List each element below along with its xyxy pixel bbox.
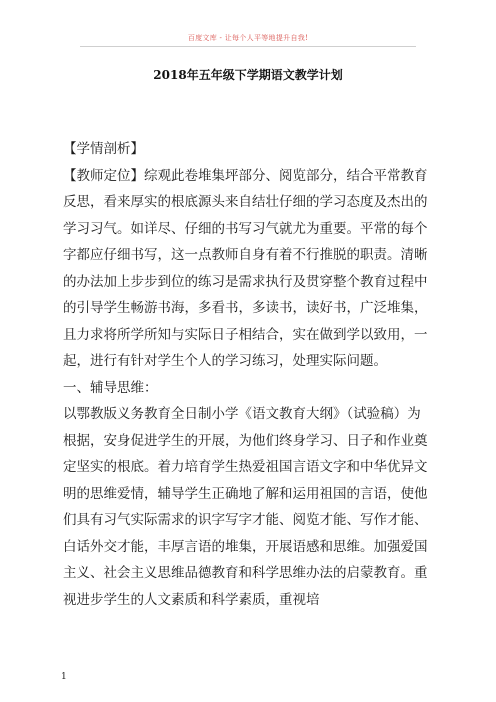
header-note: 百度文库 - 让每个人平等地提升自我! <box>187 34 309 42</box>
section-heading-guiding-thought: 一、辅导思维： <box>63 379 158 396</box>
document-body <box>63 136 433 613</box>
document-title: 2018年五年级下学期语文教学计划 <box>153 68 343 82</box>
page-number: 1 <box>61 672 67 682</box>
header-divider <box>80 46 416 47</box>
section-heading-analysis: 【学情剖析】 <box>63 141 144 157</box>
paragraph-teacher-positioning: 【教师定位】综观此卷堆集坪部分、阅览部分，结合平常教育反思，看来厚实的根底源头来自结壮仔细的学习态度及杰出的学习习气。如详尽、仔细的书写习气就尤为重要。平常的每个字都应仔细书写，这一点教师自身有着不行推脱的职责。清晰的办法加上步步到位的练习是需求执行及贯穿整个教育过程中的引导学生畅游书海，多看书，多读书，读好书，广泛堆集，且力求将所学所知与实际日子相结合，实在做到学以致用，一起，进行有针对学生个人的学习练习，处理实际问题。 <box>63 167 428 369</box>
paragraph-guiding-thought: 以鄂教版义务教育全日制小学《语文教育大纲》（试验稿）为根据，安身促进学生的开展，为他们终身学习、日子和作业奠定坚实的根底。着力培育学生热爱祖国言语文字和中华优异文明的思维爱情，辅导学生正确地了解和运用祖国的言语，使他们具有习气实际需求的识字写字才能、阅览才能、写作才能、白话外交才能，丰厚言语的堆集，开展语感和思维。加强爱国主义、社会主义思维品德教育和科学思维办法的启蒙教育。重视进步学生的人文素质和科学素质，重视培 <box>63 406 428 608</box>
